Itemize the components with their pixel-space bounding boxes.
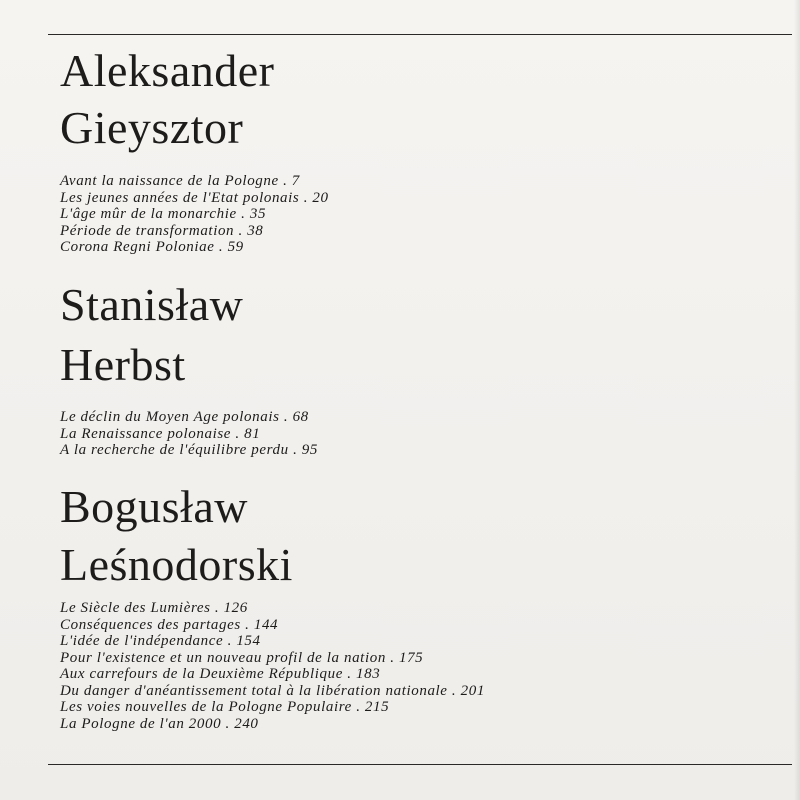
chapter-entry: Le déclin du Moyen Age polonais . 68 bbox=[60, 409, 309, 425]
chapter-entry: Avant la naissance de la Pologne . 7 bbox=[60, 173, 300, 189]
chapter-entry: La Renaissance polonaise . 81 bbox=[60, 425, 261, 442]
page-edge-shadow bbox=[794, 0, 800, 800]
top-rule bbox=[48, 34, 792, 35]
author-name-last: Herbst bbox=[60, 339, 186, 390]
chapter-entry: Aux carrefours de la Deuxième République . 183 bbox=[60, 666, 381, 682]
author-name-first: Stanisław bbox=[60, 279, 244, 330]
chapter-list bbox=[60, 600, 485, 732]
bottom-rule bbox=[48, 764, 792, 765]
author-name-last: Leśnodorski bbox=[60, 539, 293, 590]
chapter-entry: Le Siècle des Lumières . 126 bbox=[60, 600, 248, 616]
author-name-first: Bogusław bbox=[60, 481, 248, 532]
chapter-list bbox=[60, 409, 318, 459]
author-name-last: Gieysztor bbox=[60, 102, 244, 153]
chapter-entry: Conséquences des partages . 144 bbox=[60, 616, 279, 633]
chapter-entry: L'âge mûr de la monarchie . 35 bbox=[60, 206, 267, 222]
chapter-entry: L'idée de l'indépendance . 154 bbox=[60, 633, 261, 649]
chapter-entry: A la recherche de l'équilibre perdu . 95 bbox=[60, 442, 318, 458]
author-name-first: Aleksander bbox=[60, 45, 275, 96]
chapter-entry: Période de transformation . 38 bbox=[60, 222, 264, 239]
chapter-entry: Pour l'existence et un nouveau profil de la nation . 175 bbox=[60, 649, 424, 666]
chapter-entry: Du danger d'anéantissement total à la libération nationale . 201 bbox=[60, 682, 485, 699]
chapter-entry: Les voies nouvelles de la Pologne Populaire . 215 bbox=[60, 699, 390, 715]
chapter-entry: Corona Regni Poloniae . 59 bbox=[60, 239, 244, 255]
chapter-list bbox=[60, 173, 329, 256]
chapter-entry: Les jeunes années de l'Etat polonais . 20 bbox=[60, 189, 329, 206]
chapter-entry: La Pologne de l'an 2000 . 240 bbox=[60, 715, 259, 732]
